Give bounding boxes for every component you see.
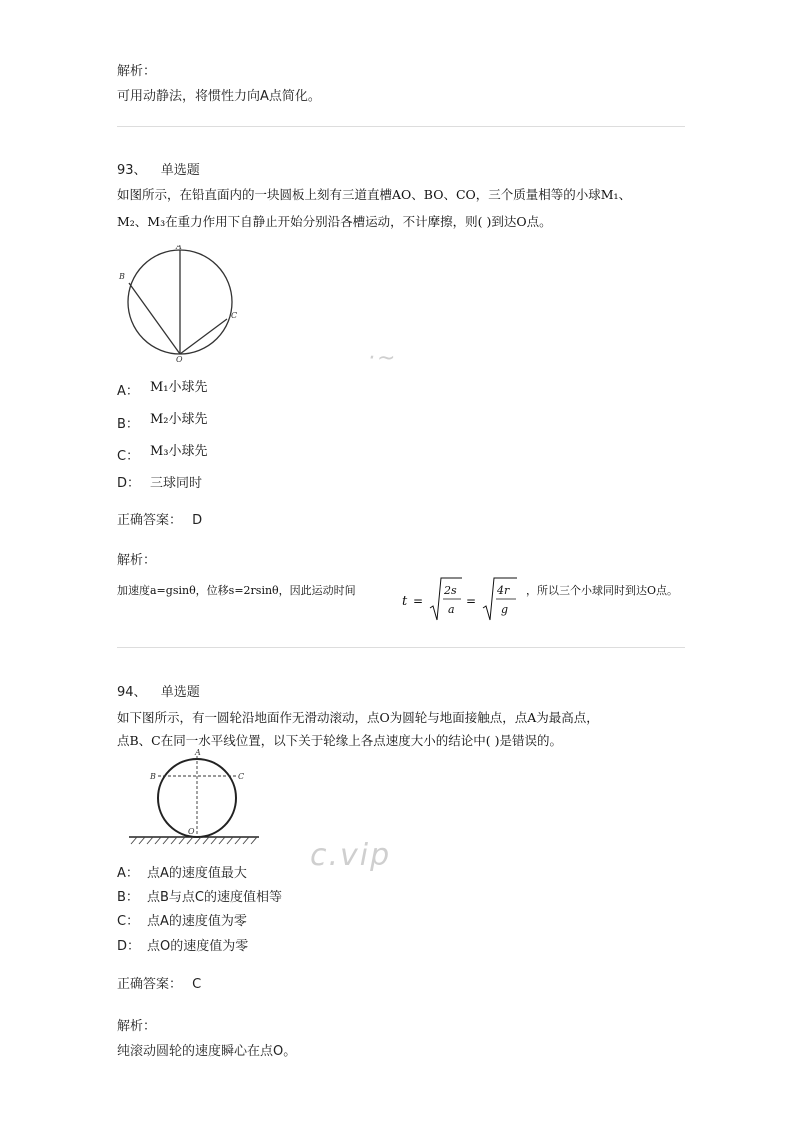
- q94-stem-line1: 如下图所示，有一圆轮沿地面作无滑动滚动，点O为圆轮与地面接触点，点A为最高点，: [117, 710, 599, 725]
- q93-option-d-text: 三球同时: [150, 476, 203, 491]
- q94-figure: [125, 748, 265, 846]
- q93-number: 93、: [117, 163, 147, 178]
- formula-eq1: =: [413, 594, 424, 608]
- q94-option-b-text: 点B与点C的速度值相等: [147, 890, 282, 905]
- q94-number: 94、: [117, 685, 147, 700]
- q93-fig-label-a: A: [176, 245, 182, 251]
- formula-num1: 2s: [444, 584, 457, 597]
- formula-t: t: [402, 594, 408, 609]
- q93-option-c-label: C：: [117, 449, 140, 464]
- q94-analysis-text: 纯滚动圆轮的速度瞬心在点O。: [117, 1044, 297, 1059]
- q93-type: 单选题: [160, 163, 200, 178]
- q93-fig-label-c: C: [231, 311, 238, 320]
- top-analysis-label: 解析：: [117, 64, 157, 79]
- q93-fig-label-b: B: [119, 272, 125, 281]
- q94-option-a-text: 点A的速度值最大: [147, 866, 247, 881]
- q94-fig-label-b: B: [150, 772, 156, 781]
- watermark-2: c.vip: [310, 838, 392, 873]
- q94-option-a-label: A：: [117, 866, 139, 881]
- top-analysis-text: 可用动静法，将惯性力向A点简化。: [117, 89, 321, 104]
- q94-analysis-label: 解析：: [117, 1019, 157, 1034]
- q93-analysis-label: 解析：: [117, 553, 157, 568]
- q93-stem-line2: M₂、M₃在重力作用下自静止开始分别沿各槽运动，不计摩擦，则( )到达O点。: [117, 214, 552, 229]
- q94-ground-hatch: [131, 837, 257, 844]
- q93-answer-label: 正确答案：: [117, 513, 183, 528]
- q93-option-a-text: M₁小球先: [150, 380, 208, 395]
- q93-fig-label-o: O: [176, 355, 183, 363]
- q93-chord-bo: [129, 283, 180, 354]
- q93-analysis-text-after: ，所以三个小球同时到达O点。: [526, 584, 679, 597]
- q93-header: [117, 162, 200, 180]
- formula-den2: g: [501, 603, 509, 616]
- q94-option-b-label: B：: [117, 890, 139, 905]
- watermark-1: ·~: [368, 346, 398, 371]
- q94-option-c-label: C：: [117, 914, 140, 929]
- q93-stem-line1: 如图所示，在铅直面内的一块圆板上刻有三道直槽AO、BO、CO，三个质量相等的小球M₁、: [117, 187, 632, 202]
- q93-option-b-label: B：: [117, 417, 139, 432]
- q93-option-d-label: D：: [117, 476, 141, 491]
- q93-answer-value: D: [192, 513, 203, 528]
- q94-answer: [117, 976, 201, 994]
- q93-option-b-text: M₂小球先: [150, 412, 208, 427]
- q94-type: 单选题: [160, 685, 200, 700]
- q93-option-c-text: M₃小球先: [150, 444, 208, 459]
- q94-answer-value: C: [192, 977, 202, 992]
- q93-option-a-label: A：: [117, 384, 139, 399]
- divider: [117, 647, 685, 648]
- q94-answer-label: 正确答案：: [117, 977, 183, 992]
- q93-analysis-text-before: 加速度a=gsinθ，位移s=2rsinθ，因此运动时间: [117, 584, 356, 597]
- q94-fig-label-a: A: [195, 748, 201, 757]
- q93-figure: [110, 245, 250, 363]
- q94-option-d-text: 点O的速度值为零: [147, 939, 249, 954]
- formula-num2: 4r: [497, 584, 510, 597]
- q93-formula: [400, 572, 528, 624]
- formula-eq2: =: [466, 594, 477, 608]
- divider: [117, 126, 685, 127]
- q94-fig-label-c: C: [238, 772, 245, 781]
- q93-answer: [117, 512, 202, 530]
- q94-option-d-label: D：: [117, 939, 141, 954]
- formula-den1: a: [448, 603, 455, 616]
- q94-option-c-text: 点A的速度值为零: [147, 914, 247, 929]
- q94-stem-line2: 点B、C在同一水平线位置，以下关于轮缘上各点速度大小的结论中( )是错误的。: [117, 733, 562, 748]
- q94-header: [117, 684, 200, 702]
- q94-fig-label-o: O: [188, 827, 195, 836]
